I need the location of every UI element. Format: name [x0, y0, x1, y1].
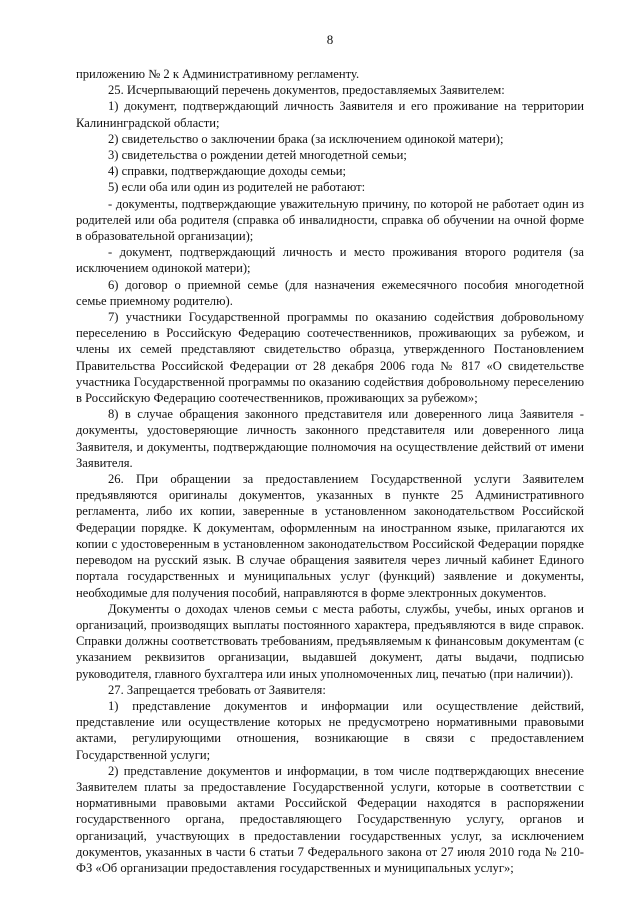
paragraph: Документы о доходах членов семьи с места работы, службы, учебы, иных органов и организаций, производящих выплаты постоянного характера, предъявляются в виде справок. Справки должны соответствовать требованиям, предъявляемым к финансовым документам (с указанием реквизитов организации, выдавшей документ, даты выдачи, подписью руководителя, главного бухгалтера или иных уполномоченных лиц, печатью (при наличии)). [76, 601, 584, 681]
page-number: 8 [326, 32, 334, 47]
paragraph: 6) договор о приемной семье (для назначения ежемесячного пособия многодетной семье приемному родителю). [76, 277, 584, 308]
paragraph: 7) участники Государственной программы по оказанию содействия добровольному переселению в Российскую Федерацию соотечественников, проживающих за рубежом, и члены их семей представляют свидетельство образца, утвержденного Постановлением Правительства Российской Федерации от 28 декабря 2006 года № 817 «О свидетельстве участника Государственной программы по оказанию содействия добровольному переселению в Российскую Федерацию соотечественников, проживающих за рубежом»; [76, 310, 584, 406]
paragraph: 5) если оба или один из родителей не работают: [108, 180, 366, 195]
paragraph: - документы, подтверждающие уважительную причину, по которой не работает один из родителей или оба родителя (справка об инвалидности, справка об обучении на очной форме в образовательной организации); [76, 196, 584, 244]
paragraph: 25. Исчерпывающий перечень документов, предоставляемых Заявителем: [108, 83, 505, 98]
paragraph: 1) представление документов и информации или осуществление действий, представление или осуществление которых не предусмотрено нормативными правовыми актами, регулирующими отношения, возникающие в связи с предоставлением Государственной услуги; [76, 698, 584, 762]
paragraph: 4) справки, подтверждающие доходы семьи; [108, 164, 347, 179]
paragraph: 2) свидетельство о заключении брака (за исключением одинокой матери); [108, 131, 504, 146]
paragraph: приложению № 2 к Административному регламенту. [76, 67, 360, 81]
paragraph: 26. При обращении за предоставлением Государственной услуги Заявителем предъявляются оригиналы документов, указанных в пункте 25 Административного регламента, либо их копии, заверенные в установленном законодательством Российской Федерации порядке. К документам, оформленным на иностранном языке, прилагаются их копии с удостоверенным в установленном законодательством Российской Федерации порядке переводом на русский язык. В случае обращения заявителя через личный кабинет Единого портала государственных и муниципальных услуг (функций) заявление и документы, необходимые для получения пособий, направляются в форме электронных документов. [76, 472, 584, 600]
paragraph: 8) в случае обращения законного представителя или доверенного лица Заявителя - документы, удостоверяющие личность законного представителя или доверенного лица Заявителя, и документы, подтверждающие полномочия на осуществление действий от имени Заявителя. [76, 407, 584, 470]
document-body [76, 66, 584, 876]
paragraph: 3) свидетельства о рождении детей многодетной семьи; [108, 148, 407, 163]
paragraph: 1) документ, подтверждающий личность Заявителя и его проживание на территории Калининградской области; [76, 99, 584, 130]
paragraph: - документ, подтверждающий личность и место проживания второго родителя (за исключением одинокой матери); [76, 245, 584, 276]
paragraph: 2) представление документов и информации, в том числе подтверждающих внесение Заявителем платы за предоставление Государственной услуги, которые в соответствии с нормативными правовыми актами Российской Федерации находятся в распоряжении государственного органа, предоставляющего Государственную услугу, органов и организаций, участвующих в предоставлении государственных услуг, за исключением документов, указанных в части 6 статьи 7 Федерального закона от 27 июля 2010 года № 210-ФЗ «Об организации предоставления государственных и муниципальных услуг»; [76, 763, 584, 875]
paragraph: 27. Запрещается требовать от Заявителя: [108, 682, 326, 697]
